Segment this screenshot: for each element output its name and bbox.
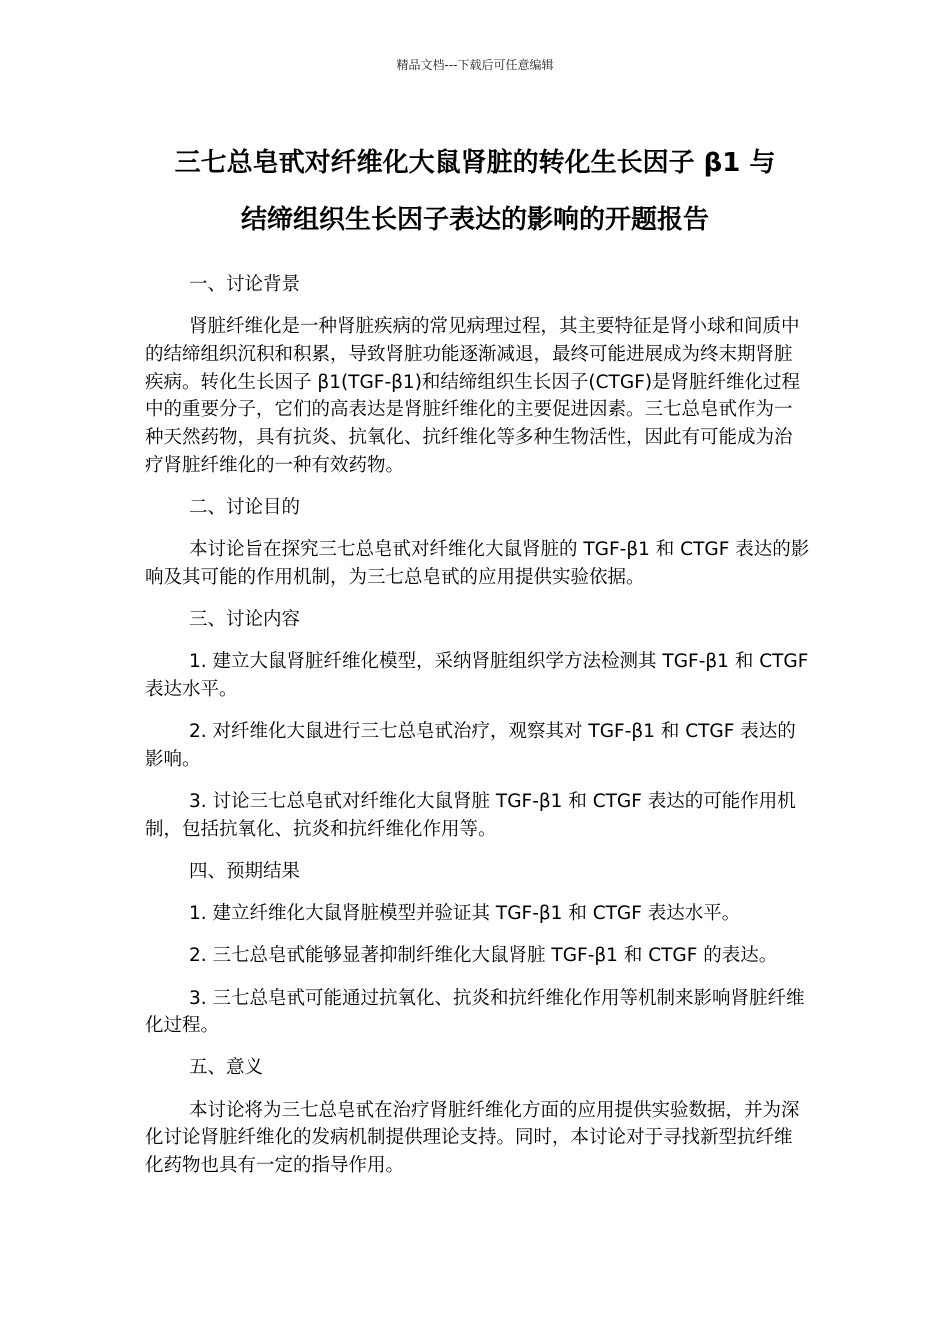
result-item-1: 1. 建立纤维化大鼠肾脏模型并验证其 TGF-β1 和 CTGF 表达水平。 — [189, 903, 741, 925]
title-line-2: 结缔组织生长因子表达的影响的开题报告 — [240, 205, 709, 235]
title-line-1: 三七总皂甙对纤维化大鼠肾脏的转化生长因子 β1 与 — [174, 148, 776, 178]
paragraph-purpose: 本讨论旨在探究三七总皂甙对纤维化大鼠肾脏的 TGF-β1 和 CTGF 表达的影响及其可能的作用机制，为三七总皂甙的应用提供实验依据。 — [145, 539, 810, 588]
result-item-3: 3. 三七总皂甙可能通过抗氧化、抗炎和抗纤维化作用等机制来影响肾脏纤维化过程。 — [145, 987, 805, 1037]
section-heading-significance: 五、意义 — [189, 1057, 264, 1079]
content-item-1: 1. 建立大鼠肾脏纤维化模型，采纳肾脏组织学方法检测其 TGF-β1 和 CTGF 表达水平。 — [145, 651, 809, 700]
paragraph-background: 肾脏纤维化是一种肾脏疾病的常见病理过程，其主要特征是肾小球和间质中的结缔组织沉积和积累，导致肾脏功能逐渐减退，最终可能进展成为终末期肾脏疾病。转化生长因子 β1(TGF-β1)和结缔组织生长因子(CTGF)是肾脏纤维化过程中的重要分子，它们的高表达是肾脏纤维化的主要促进因素。三七总皂甙作为一种天然药物，具有抗炎、抗氧化、抗纤维化等多种生物活性，因此有可能成为治疗肾脏纤维化的一种有效药物。 — [145, 316, 801, 476]
content-item-3: 3. 讨论三七总皂甙对纤维化大鼠肾脏 TGF-β1 和 CTGF 表达的可能作用机制，包括抗氧化、抗炎和抗纤维化作用等。 — [145, 791, 796, 840]
section-heading-background: 一、讨论背景 — [189, 274, 301, 295]
paragraph-significance: 本讨论将为三七总皂甙在治疗肾脏纤维化方面的应用提供实验数据，并为深化讨论肾脏纤维化的发病机制提供理论支持。同时，本讨论对于寻找新型抗纤维化药物也具有一定的指导作用。 — [145, 1099, 800, 1177]
result-item-2: 2. 三七总皂甙能够显著抑制纤维化大鼠肾脏 TGF-β1 和 CTGF 的表达。 — [189, 945, 778, 967]
page-header-note: 精品文档---下载后可任意编辑 — [396, 58, 554, 72]
section-heading-purpose: 二、讨论目的 — [189, 496, 301, 518]
section-heading-content: 三、讨论内容 — [189, 609, 301, 631]
document-body — [145, 271, 810, 1194]
document-title — [120, 135, 830, 249]
section-heading-expected-results: 四、预期结果 — [189, 860, 301, 882]
content-item-2: 2. 对纤维化大鼠进行三七总皂甙治疗，观察其对 TGF-β1 和 CTGF 表达的影响。 — [145, 721, 796, 770]
